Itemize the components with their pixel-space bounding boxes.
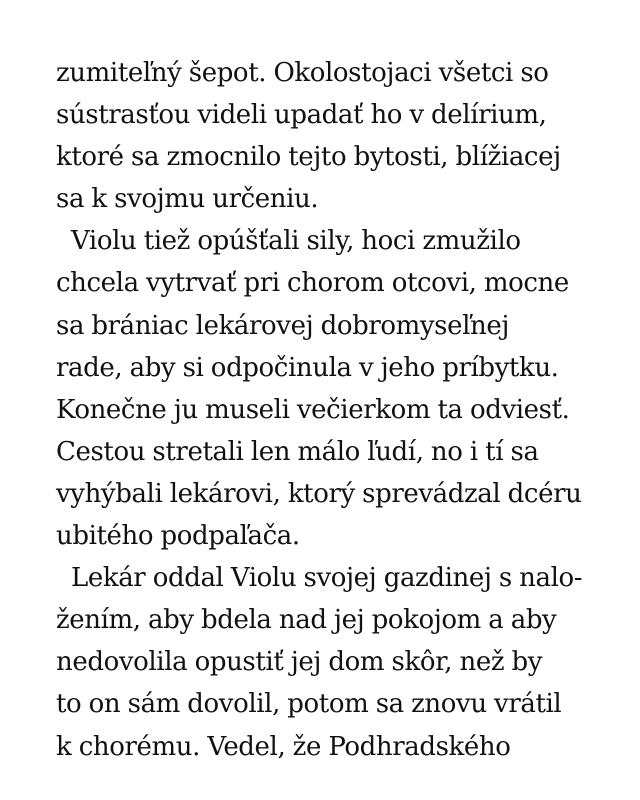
text-line: chcela vytrvať pri chorom otcovi, mocne (56, 268, 569, 299)
page-text (56, 52, 596, 768)
text-line: zumiteľný šepot. Okolostojaci všetci so (56, 58, 549, 88)
text-line: Lekár oddal Violu svojej gazdinej s nalo- (71, 563, 583, 594)
text-line: rade, aby si odpočinula v jeho príbytku. (56, 352, 559, 383)
text-line: k chorému. Vedel, že Podhradského (56, 731, 511, 762)
text-line: sústrasťou videli upadať ho v delírium, (56, 100, 547, 131)
text-line: ktoré sa zmocnilo tejto bytosti, blížiacej (56, 142, 561, 173)
text-line: sa k svojmu určeniu. (56, 184, 319, 215)
text-line: sa brániac lekárovej dobromyseľnej (56, 310, 510, 341)
text-line: Konečne ju museli večierkom ta odviesť. (56, 394, 570, 425)
text-line: nedovolila opustiť jej dom skôr, než by (56, 647, 543, 678)
text-line: Cestou stretali len málo ľudí, no i tí sa (56, 436, 539, 467)
text-line: žením, aby bdela nad jej pokojom a aby (56, 605, 557, 636)
text-line: ubitého podpaľača. (56, 521, 300, 552)
text-line: Violu tiež opúšťali sily, hoci zmužilo (71, 226, 521, 257)
text-line: to on sám dovolil, potom sa znovu vrátil (56, 689, 562, 720)
paragraph-2 (56, 220, 596, 557)
paragraph-1 (56, 52, 596, 220)
text-line: vyhýbali lekárovi, ktorý sprevádzal dcéru (56, 478, 582, 509)
paragraph-3 (56, 557, 596, 767)
